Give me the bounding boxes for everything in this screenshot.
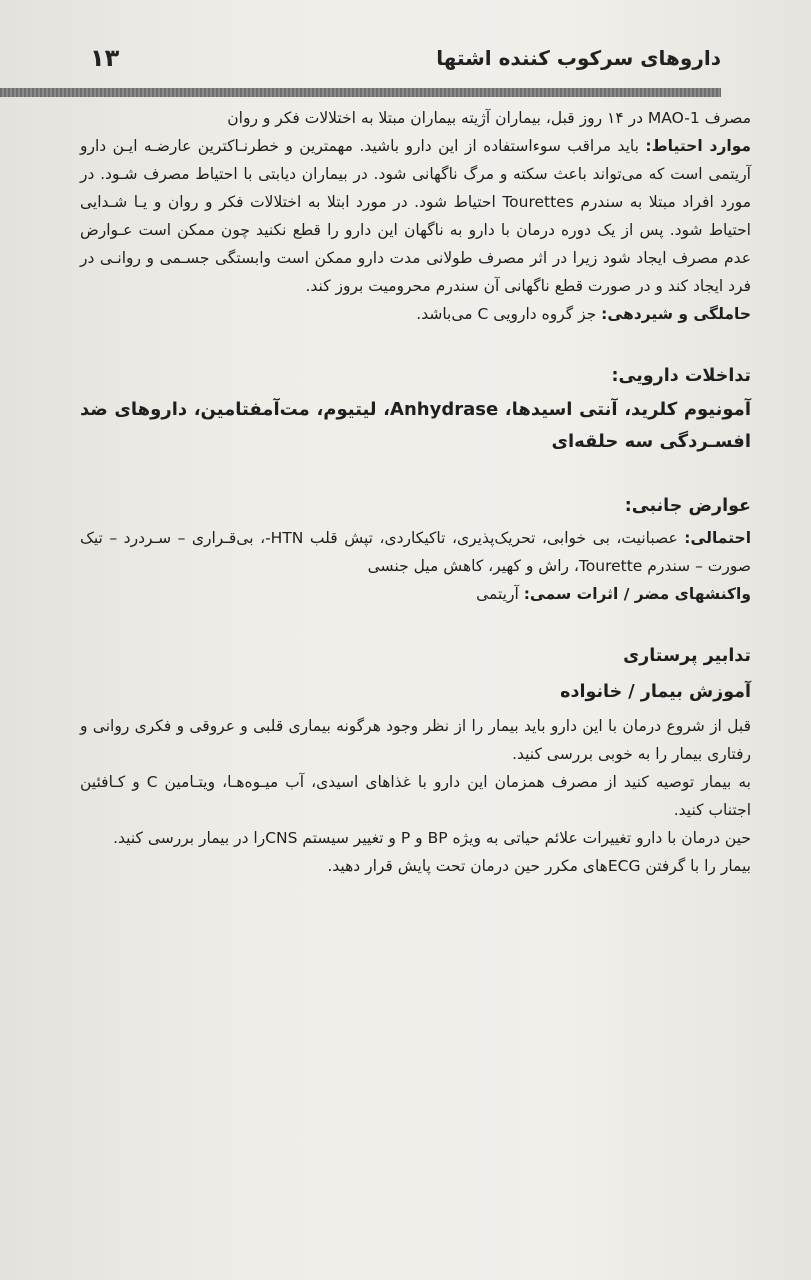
side-effects-possible	[80, 524, 751, 580]
precautions-text: باید مراقب سوءاستفاده از این دارو باشید. مهمترین و خطرنـاکترین عارضـه ایـن دارو آریتمی است که می‌تواند باعث سکته و مرگ ناگهانی شود. در بیماران دیابتی با احتیاط مصرف شـود. در مورد افراد مبتلا به سندرم Tourettes احتیاط شود. در مورد ابتلا به اختلالات فکر و روان و یـا شـدایی احتیاط شود. پس از یک دوره درمان با دارو به ناگهان این دارو را قطع نکنید چون ممکن است عـوارض عدم مصرف ایجاد شود زیرا در اثر مصرف طولانی مدت دارو ممکن است وابستگی جسـمی و روانـی در فرد ایجاد کند و در صورت قطع ناگهانی آن سندرم محرومیت بروز کند.	[80, 137, 751, 295]
precautions-paragraph	[80, 132, 751, 300]
side-effects-heading: عوارض جانبی:	[624, 496, 751, 516]
side-effects-adverse	[80, 580, 751, 608]
precautions-label: موارد احتیاط:	[645, 137, 752, 155]
nursing-paragraph: بیمار را با گرفتن ECGهای مکرر حین درمان تحت پایش قرار دهید.	[327, 857, 751, 875]
pregnancy-label: حاملگی و شیردهی:	[601, 305, 751, 323]
pregnancy-paragraph	[80, 300, 751, 328]
nursing-heading: تدابیر پرستاری	[623, 646, 751, 666]
nursing-paragraph: به بیمار توصیه کنید از مصرف همزمان این دارو با غذاهای اسیدی، آب میـوه‌هـا، ویتـامین C و کـافئین اجتناب کنید.	[80, 773, 751, 819]
side-effects-adverse-text: آریتمی	[476, 585, 519, 603]
header-rule	[0, 88, 721, 97]
interactions-heading: تداخلات دارویی:	[611, 366, 751, 386]
pregnancy-text: جز گروه دارویی C می‌باشد.	[416, 305, 597, 323]
page-number: ۱۳	[90, 44, 120, 72]
interactions-text: آمونیوم کلرید، آنتی اسیدها، Anhydrase، لیتیوم، مت‌آمفتامین، داروهای ضد افسـردگی سه حلقه‌ای	[80, 399, 751, 452]
side-effects-possible-text: عصبانیت، بی خوابی، تحریک‌پذیری، تاکیکاردی، تپش قلب HTN-، بی‌قـراری – سـردرد – تیک صورت – سندرم Tourette، راش و کهیر، کاهش میل جنسی	[80, 529, 751, 575]
nursing-subheading: آموزش بیمار / خانواده	[560, 682, 751, 702]
running-title: داروهای سرکوب کننده اشتها	[436, 46, 721, 70]
nursing-paragraph: قبل از شروع درمان با این دارو باید بیمار را از نظر وجود هرگونه بیماری قلبی و عروقی و فکری روانی و رفتاری بیمار را به خوبی بررسی کنید.	[80, 717, 751, 763]
intro-line: مصرف MAO-1 در ۱۴ روز قبل، بیماران آژیته بیماران مبتلا به اختلالات فکر و روان	[227, 109, 751, 127]
nursing-paragraph: حین درمان با دارو تغییرات علائم حیاتی به ویژه BP و P و تغییر سیستم CNSرا در بیمار بررسی کنید.	[113, 829, 751, 847]
side-effects-possible-label: احتمالی:	[684, 529, 752, 547]
page-header	[90, 38, 721, 78]
page-content	[80, 104, 751, 880]
side-effects-adverse-label: واکنشهای مضر / اثرات سمی:	[523, 585, 751, 603]
